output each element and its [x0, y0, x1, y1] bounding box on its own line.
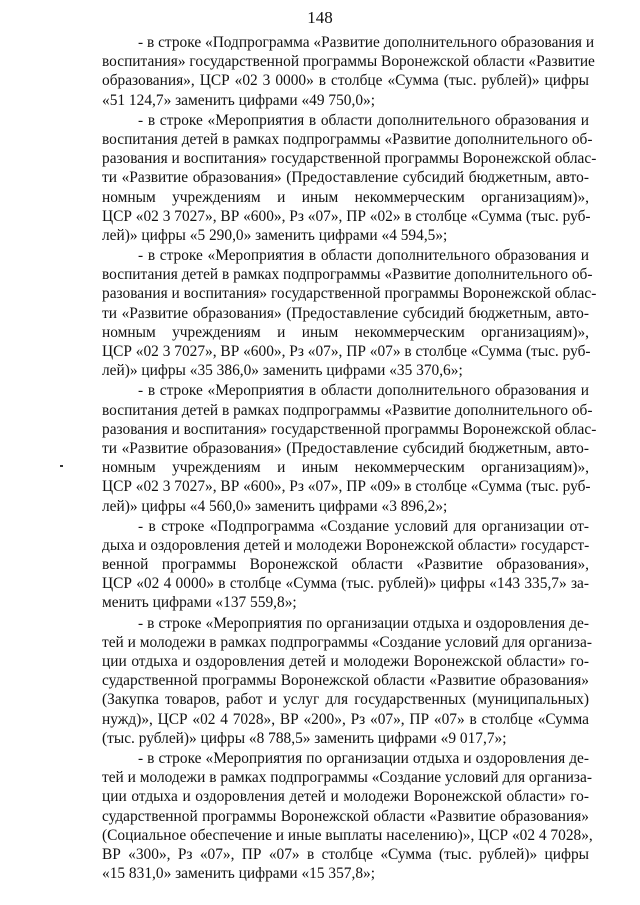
text-line: - в строке «Подпрограмма «Развитие дополнительного образования и	[138, 34, 595, 51]
text-line: тей и молодежи в рамках подпрограммы «Создание условий для организа-	[102, 633, 592, 651]
text-line: ции отдыха и оздоровления детей и молодежи Воронежской области» го-	[102, 788, 589, 806]
margin-mark	[60, 465, 63, 467]
text-line: сударственной программы Воронежской области «Развитие образования»	[102, 672, 589, 690]
text-line: воспитания детей в рамках подпрограммы «Развитие дополнительного об-	[102, 401, 593, 419]
page-number: 148	[307, 8, 333, 27]
paragraph	[102, 614, 592, 748]
text-line: номным учреждениям и иным некоммерческим организациям)»,	[102, 459, 589, 477]
text-line: ЦСР «02 3 7027», ВР «600», Рз «07», ПР «02» в столбце «Сумма (тыс. руб-	[102, 207, 591, 225]
text-line: - в строке «Мероприятия по организации отдыха и оздоровления де-	[138, 614, 589, 632]
text-line: лей)» цифры «5 290,0» заменить цифрами «4 594,5»;	[102, 226, 448, 244]
text-line: - в строке «Мероприятия в области дополнительного образования и	[138, 111, 589, 129]
text-line: «15 831,0» заменить цифрами «15 357,8»;	[102, 865, 375, 883]
paragraph	[102, 517, 589, 613]
text-line: (тыс. рублей)» цифры «8 788,5» заменить цифрами «9 017,7»;	[102, 729, 507, 747]
text-line: воспитания детей в рамках подпрограммы «Развитие дополнительного об-	[102, 130, 593, 148]
text-line: - в строке «Мероприятия в области дополнительного образования и	[138, 382, 589, 400]
text-line: ЦСР «02 3 7027», ВР «600», Рз «07», ПР «09» в столбце «Сумма (тыс. руб-	[102, 478, 591, 496]
text-line: нужд)», ЦСР «02 4 7028», ВР «200», Рз «07», ПР «07» в столбце «Сумма	[102, 710, 589, 728]
paragraph	[102, 381, 597, 515]
text-line: ти «Развитие образования» (Предоставление субсидий бюджетным, авто-	[102, 169, 589, 187]
text-line: - в строке «Мероприятия по организации отдыха и оздоровления де-	[138, 749, 589, 767]
text-line: ти «Развитие образования» (Предоставление субсидий бюджетным, авто-	[102, 439, 589, 457]
text-line: (Социальное обеспечение и иные выплаты населению)», ЦСР «02 4 7028»,	[102, 826, 593, 844]
text-line: ти «Развитие образования» (Предоставление субсидий бюджетным, авто-	[102, 304, 589, 322]
text-line: образования», ЦСР «02 3 0000» в столбце «Сумма (тыс. рублей)» цифры	[102, 72, 589, 90]
text-line: венной программы Воронежской области «Развитие образования»,	[102, 556, 589, 574]
text-line: ции отдыха и оздоровления детей и молодежи Воронежской области» го-	[102, 653, 589, 670]
text-line: дыха и оздоровления детей и молодежи Воронежской области» государст-	[102, 536, 590, 554]
paragraph	[102, 246, 597, 380]
text-line: воспитания» государственной программы Воронежской области «Развитие	[102, 53, 595, 71]
text-line: ЦСР «02 4 0000» в столбце «Сумма (тыс. рублей)» цифры «143 335,7» за-	[102, 575, 589, 593]
text-line: менить цифрами «137 559,8»;	[102, 594, 297, 612]
text-line: разования и воспитания» государственной программы Воронежской облас-	[102, 285, 597, 303]
text-line: лей)» цифры «35 386,0» заменить цифрами «35 370,6»;	[102, 362, 463, 380]
text-line: сударственной программы Воронежской области «Развитие образования»	[102, 807, 589, 825]
paragraph	[102, 111, 597, 245]
text-line: - в строке «Мероприятия в области дополнительного образования и	[138, 247, 589, 265]
text-line: номным учреждениям и иным некоммерческим организациям)»,	[102, 188, 589, 206]
text-line: разования и воспитания» государственной программы Воронежской облас-	[102, 150, 597, 168]
paragraph	[102, 33, 595, 110]
text-line: лей)» цифры «4 560,0» заменить цифрами «3 896,2»;	[102, 497, 448, 515]
text-line: ВР «300», Рз «07», ПР «07» в столбце «Сумма (тыс. рублей)» цифры	[102, 845, 589, 863]
text-line: «51 124,7» заменить цифрами «49 750,0»;	[102, 91, 375, 109]
text-line: ЦСР «02 3 7027», ВР «600», Рз «07», ПР «07» в столбце «Сумма (тыс. руб-	[102, 343, 591, 360]
text-line: воспитания детей в рамках подпрограммы «Развитие дополнительного об-	[102, 266, 593, 284]
document-body	[102, 33, 597, 884]
paragraph	[102, 749, 593, 883]
text-line: разования и воспитания» государственной программы Воронежской облас-	[102, 420, 597, 438]
text-line: (Закупка товаров, работ и услуг для государственных (муниципальных)	[102, 691, 589, 709]
text-line: номным учреждениям и иным некоммерческим организациям)»,	[102, 323, 589, 341]
text-line: - в строке «Подпрограмма «Создание условий для организации от-	[138, 517, 589, 535]
text-line: тей и молодежи в рамках подпрограммы «Создание условий для организа-	[102, 769, 592, 787]
